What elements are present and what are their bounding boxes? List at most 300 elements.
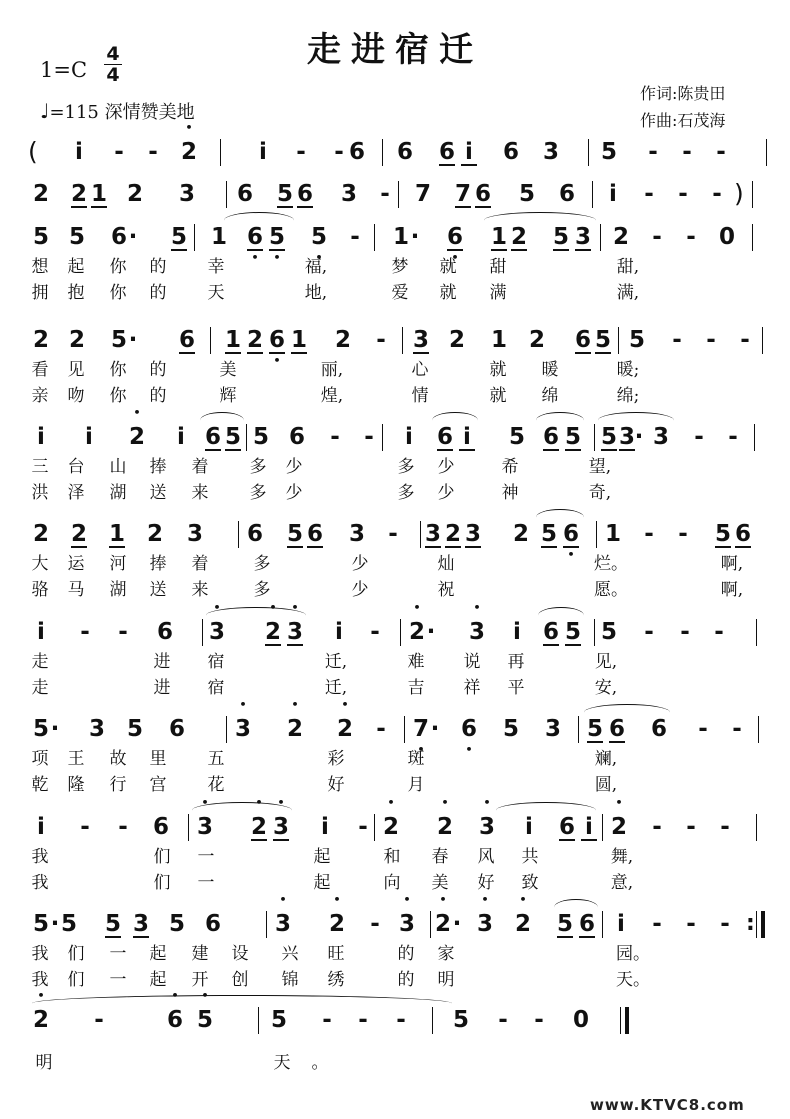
- close-parenthesis: ): [734, 179, 744, 208]
- note: 7: [454, 177, 472, 211]
- note: • 5: [268, 220, 286, 254]
- note: • 6: [446, 220, 464, 254]
- augmentation-dot: ·: [430, 716, 440, 742]
- note: • 3: [478, 810, 496, 844]
- score-system: [28, 1003, 763, 1037]
- note: 5: [556, 907, 574, 941]
- dash: -: [740, 327, 750, 353]
- barline: [194, 224, 195, 251]
- note: • 6: [268, 323, 286, 357]
- lyric-row: [28, 551, 763, 577]
- lyric-syllable: 看: [31, 360, 49, 380]
- lyric-syllable: 好: [477, 873, 495, 893]
- note: 6: [306, 517, 324, 551]
- note: 5: [540, 517, 558, 551]
- note: 7: [414, 181, 431, 207]
- dash: -: [80, 814, 90, 840]
- note: 2: [246, 323, 264, 357]
- dash: -: [686, 814, 696, 840]
- lyric-syllable: 希: [501, 457, 519, 477]
- lyric-row: [28, 480, 763, 506]
- barline: [602, 911, 603, 938]
- note: i: [405, 424, 413, 450]
- augmentation-dot: ·: [426, 619, 436, 645]
- barline: [220, 139, 221, 166]
- lyric-syllable: 天: [207, 283, 225, 303]
- lyric-syllable: 五: [207, 749, 225, 769]
- slur-arc: [224, 212, 294, 222]
- score-system: [28, 907, 763, 993]
- note: • 2: [180, 135, 198, 169]
- repeat-sign: :: [746, 911, 755, 936]
- note: 1: [224, 323, 242, 357]
- barline: [246, 424, 247, 451]
- credits: [640, 80, 725, 134]
- dash: -: [698, 716, 708, 742]
- dash: -: [720, 911, 730, 937]
- lyric-syllable: 少: [437, 483, 455, 503]
- note: 3: [464, 517, 482, 551]
- barline: [756, 814, 757, 841]
- lyric-row: [28, 357, 763, 383]
- note: i: [513, 619, 521, 645]
- note: 5: [628, 327, 645, 353]
- note: • 2: [128, 420, 146, 454]
- note: 6: [608, 712, 626, 746]
- dash: -: [370, 619, 380, 645]
- dash: -: [694, 424, 704, 450]
- lyric-syllable: 宿: [207, 652, 225, 672]
- note: 6: [178, 323, 196, 357]
- slur-arc: [206, 607, 306, 617]
- note: 5: [600, 619, 617, 645]
- note: 2: [32, 181, 49, 207]
- time-signature: [104, 44, 122, 85]
- lyric-syllable: 吉: [407, 678, 425, 698]
- end-repeat-barline: [756, 911, 765, 938]
- lyric-syllable: 起: [149, 970, 167, 990]
- note: 2: [70, 177, 88, 211]
- lyric-row: [28, 772, 763, 798]
- note: i: [335, 619, 343, 645]
- score-system: [28, 323, 763, 409]
- note: 3: [544, 716, 561, 742]
- note: 1: [490, 220, 508, 254]
- note: i: [177, 424, 185, 450]
- note: 5: [170, 220, 188, 254]
- lyric-syllable: 舞,: [610, 847, 634, 867]
- score-system: [28, 517, 763, 603]
- lyric-syllable: 少: [285, 483, 303, 503]
- augmentation-dot: ·: [50, 911, 60, 937]
- dash: -: [644, 181, 654, 207]
- score-system: [28, 177, 763, 211]
- barline: [756, 619, 757, 646]
- lyric-syllable: 暖;: [616, 360, 640, 380]
- note: 6: [396, 139, 413, 165]
- note: 5: [276, 177, 294, 211]
- note: 3: [132, 907, 150, 941]
- lyric-syllable: 起: [313, 873, 331, 893]
- lyric-syllable: 你: [109, 257, 127, 277]
- note: • 3: [476, 907, 494, 941]
- lyric-syllable: 建: [191, 944, 209, 964]
- open-parenthesis: (: [28, 137, 38, 166]
- lyric-syllable: 进: [153, 652, 171, 672]
- note: i: [580, 810, 598, 844]
- lyric-syllable: 美: [431, 873, 449, 893]
- lyric-syllable: 就: [439, 283, 457, 303]
- augmentation-dot: ·: [128, 224, 138, 250]
- note: 6: [152, 814, 169, 840]
- note: 2: [528, 327, 545, 353]
- dash: -: [80, 619, 90, 645]
- slur-arc: [554, 899, 598, 909]
- lyric-syllable: 绵: [541, 386, 559, 406]
- lyric-syllable: 辉: [219, 386, 237, 406]
- lyric-syllable: 一: [109, 970, 127, 990]
- lyric-syllable: 捧: [149, 554, 167, 574]
- lyric-syllable: 说: [463, 652, 481, 672]
- note-row: [28, 177, 763, 211]
- lyric-row: [28, 577, 763, 603]
- note: i: [37, 619, 45, 645]
- note: 2: [612, 224, 629, 250]
- note-row: [28, 517, 763, 551]
- note: 5: [508, 424, 525, 450]
- lyric-syllable: 共: [521, 847, 539, 867]
- note: • 3: [468, 615, 486, 649]
- note: 1: [290, 323, 308, 357]
- barline: [594, 424, 595, 451]
- dash: -: [652, 814, 662, 840]
- note: 6: [474, 177, 492, 211]
- barline: [592, 181, 593, 208]
- lyric-syllable: 的: [149, 257, 167, 277]
- lyric-syllable: 起: [313, 847, 331, 867]
- note: 5: [286, 517, 304, 551]
- lyric-syllable: 一: [109, 944, 127, 964]
- barline: [374, 814, 375, 841]
- dash: -: [706, 327, 716, 353]
- lyric-syllable: 一: [197, 873, 215, 893]
- lyric-syllable: 们: [67, 944, 85, 964]
- note-row: [28, 420, 763, 454]
- note: 3: [542, 139, 559, 165]
- barline: [766, 139, 767, 166]
- note: 5: [32, 224, 49, 250]
- note: 3: [186, 521, 203, 547]
- note: 6: [542, 615, 560, 649]
- note: i: [617, 911, 625, 937]
- dash: -: [498, 1007, 508, 1033]
- lyric-syllable: 骆: [31, 580, 49, 600]
- lyric-row: [28, 1050, 763, 1076]
- note: • 5: [196, 1003, 214, 1037]
- barline: [430, 911, 431, 938]
- dash: -: [322, 1007, 332, 1033]
- lyric-syllable: 旺: [327, 944, 345, 964]
- dash: -: [396, 1007, 406, 1033]
- lyric-syllable: 和: [383, 847, 401, 867]
- lyric-syllable: 祝: [437, 580, 455, 600]
- lyric-syllable: 故: [109, 749, 127, 769]
- note: • 2: [286, 712, 304, 746]
- note: 5: [564, 615, 582, 649]
- lyric-row: [28, 844, 763, 870]
- lyric-syllable: 们: [153, 873, 171, 893]
- barline: [420, 521, 421, 548]
- lyric-syllable: 灿: [437, 554, 455, 574]
- note: 1: [604, 521, 621, 547]
- lyric-syllable: 意,: [610, 873, 634, 893]
- note: • 6: [562, 517, 580, 551]
- note: 5: [168, 911, 185, 937]
- lyric-syllable: 乾: [31, 775, 49, 795]
- lyric-syllable: 春: [431, 847, 449, 867]
- note: 6: [296, 177, 314, 211]
- note: 6: [578, 907, 596, 941]
- note: 6: [558, 181, 575, 207]
- dash: -: [686, 224, 696, 250]
- barline: [226, 716, 227, 743]
- note: 6: [236, 181, 253, 207]
- dash: -: [388, 521, 398, 547]
- note: 6: [204, 420, 222, 454]
- slur-arc: [432, 412, 478, 422]
- barline: [578, 716, 579, 743]
- lyric-syllable: 望,: [588, 457, 612, 477]
- lyric-syllable: 王: [67, 749, 85, 769]
- note: i: [460, 135, 478, 169]
- note: • 3: [234, 712, 252, 746]
- lyric-syllable: 愿。: [594, 580, 628, 600]
- lyric-syllable: 的: [149, 360, 167, 380]
- note: • 2: [610, 810, 628, 844]
- lyric-syllable: 们: [153, 847, 171, 867]
- lyric-syllable: 。: [311, 1053, 329, 1073]
- barline: [374, 224, 375, 251]
- note: 5: [594, 323, 612, 357]
- lyric-syllable: 家: [437, 944, 455, 964]
- lyric-syllable: 拥: [31, 283, 49, 303]
- note: 1: [490, 327, 507, 353]
- dash: -: [376, 327, 386, 353]
- dash: -: [678, 181, 688, 207]
- barline: [382, 139, 383, 166]
- dash: -: [94, 1007, 104, 1033]
- note-row: [28, 615, 763, 649]
- note: • 2: [434, 907, 452, 941]
- slur-arc: [200, 412, 244, 422]
- note: 1: [108, 517, 126, 551]
- lyric-row: [28, 454, 763, 480]
- barline: [210, 327, 211, 354]
- lyric-syllable: 你: [109, 386, 127, 406]
- dash: -: [686, 911, 696, 937]
- note: 5: [104, 907, 122, 941]
- note: 2: [70, 517, 88, 551]
- note: • 3: [398, 907, 416, 941]
- dash: -: [148, 139, 158, 165]
- score-system: [28, 135, 763, 169]
- barline: [188, 814, 189, 841]
- lyric-syllable: 运: [67, 554, 85, 574]
- note: 6: [348, 139, 365, 165]
- barline: [238, 521, 239, 548]
- lyric-syllable: 开: [191, 970, 209, 990]
- note: 2: [448, 327, 465, 353]
- lyric-syllable: 天: [273, 1053, 291, 1073]
- lyric-syllable: 起: [67, 257, 85, 277]
- lyric-row: [28, 254, 763, 280]
- dash: -: [334, 139, 344, 165]
- lyric-syllable: 斓,: [594, 749, 618, 769]
- note-row: [28, 323, 763, 357]
- note: 6: [288, 424, 305, 450]
- lyric-syllable: 见: [67, 360, 85, 380]
- lyric-syllable: 抱: [67, 283, 85, 303]
- lyric-syllable: 起: [149, 944, 167, 964]
- note: 1: [392, 224, 409, 250]
- note: i: [85, 424, 93, 450]
- note: i: [525, 814, 533, 840]
- barline: [758, 716, 759, 743]
- lyric-syllable: 你: [109, 360, 127, 380]
- lyric-syllable: 迁,: [324, 652, 348, 672]
- lyric-syllable: 啊,: [720, 554, 744, 574]
- note: 5: [452, 1007, 469, 1033]
- lyric-syllable: 亲: [31, 386, 49, 406]
- note: • 6: [246, 220, 264, 254]
- note: 2: [334, 327, 351, 353]
- lyric-syllable: 进: [153, 678, 171, 698]
- lyric-syllable: 一: [197, 847, 215, 867]
- note: • 3: [208, 615, 226, 649]
- note: • 3: [272, 810, 290, 844]
- lyric-syllable: 多: [249, 483, 267, 503]
- lyric-syllable: 湖: [109, 483, 127, 503]
- lyric-syllable: 走: [31, 678, 49, 698]
- lyric-syllable: 隆: [67, 775, 85, 795]
- barline: [266, 911, 267, 938]
- lyric-syllable: 送: [149, 580, 167, 600]
- lyric-syllable: 少: [351, 580, 369, 600]
- note: i: [321, 814, 329, 840]
- watermark-text: www.KTVC8.com: [590, 1096, 745, 1114]
- note: 1: [90, 177, 108, 211]
- dash: -: [714, 619, 724, 645]
- key-signature: 1=C: [40, 58, 88, 82]
- augmentation-dot: ·: [452, 911, 462, 937]
- slur-arc: [598, 412, 674, 422]
- note: 5: [252, 424, 269, 450]
- slur-arc: [536, 509, 584, 519]
- song-title: 走进宿迁: [307, 30, 483, 70]
- slur-arc: [538, 607, 584, 617]
- barline: [602, 814, 603, 841]
- lyric-syllable: 的: [397, 970, 415, 990]
- note: 5: [68, 224, 85, 250]
- lyric-syllable: 圆,: [594, 775, 618, 795]
- score-system: [28, 615, 763, 701]
- lyric-syllable: 风: [477, 847, 495, 867]
- note: 3: [652, 424, 669, 450]
- lyric-syllable: 来: [191, 580, 209, 600]
- note: 3: [618, 420, 636, 454]
- slur-arc: [584, 704, 670, 714]
- note: i: [609, 181, 617, 207]
- lyric-syllable: 美: [219, 360, 237, 380]
- lyric-syllable: 泽: [67, 483, 85, 503]
- lyric-syllable: 明: [437, 970, 455, 990]
- dash: -: [712, 181, 722, 207]
- lyric-syllable: 烂。: [594, 554, 628, 574]
- note: 6: [156, 619, 173, 645]
- note: • 2: [250, 810, 268, 844]
- augmentation-dot: ·: [128, 327, 138, 353]
- lyric-syllable: 走: [31, 652, 49, 672]
- barline: [752, 181, 753, 208]
- dash: -: [680, 619, 690, 645]
- site-watermark: [590, 1096, 745, 1114]
- note: 5: [600, 420, 618, 454]
- augmentation-dot: ·: [50, 716, 60, 742]
- note: i: [259, 139, 267, 165]
- note: 2: [68, 327, 85, 353]
- note-row: [28, 907, 763, 941]
- lyric-syllable: 设: [231, 944, 249, 964]
- dash: -: [118, 814, 128, 840]
- lyric-syllable: 宿: [207, 678, 225, 698]
- note: 2: [32, 521, 49, 547]
- note: 5: [270, 1007, 287, 1033]
- lyric-syllable: 的: [149, 386, 167, 406]
- note: 5: [552, 220, 570, 254]
- lyric-syllable: 三: [31, 457, 49, 477]
- lyric-syllable: 就: [489, 360, 507, 380]
- dash: -: [716, 139, 726, 165]
- barline: [752, 224, 753, 251]
- tempo-value: =115: [49, 102, 99, 123]
- dash: -: [118, 619, 128, 645]
- lyric-syllable: 着: [191, 554, 209, 574]
- dash: -: [296, 139, 306, 165]
- lyric-syllable: 彩: [327, 749, 345, 769]
- lyric-syllable: 就: [439, 257, 457, 277]
- lyric-syllable: 再: [507, 652, 525, 672]
- dash: -: [644, 619, 654, 645]
- barline: [226, 181, 227, 208]
- lyricist: 作词:陈贵田: [640, 84, 726, 103]
- lyric-syllable: 多: [397, 457, 415, 477]
- augmentation-dot: ·: [634, 424, 644, 450]
- lyric-syllable: 情: [411, 386, 429, 406]
- note: • 3: [286, 615, 304, 649]
- lyric-syllable: 河: [109, 554, 127, 574]
- note: 5: [502, 716, 519, 742]
- barline: [382, 424, 383, 451]
- lyric-row: [28, 280, 763, 306]
- lyric-syllable: 奇,: [588, 483, 612, 503]
- lyric-syllable: 月: [407, 775, 425, 795]
- dash: -: [364, 424, 374, 450]
- lyric-syllable: 天。: [616, 970, 650, 990]
- lyric-syllable: 多: [397, 483, 415, 503]
- augmentation-dot: ·: [410, 224, 420, 250]
- dash: -: [370, 911, 380, 937]
- note: • 2: [336, 712, 354, 746]
